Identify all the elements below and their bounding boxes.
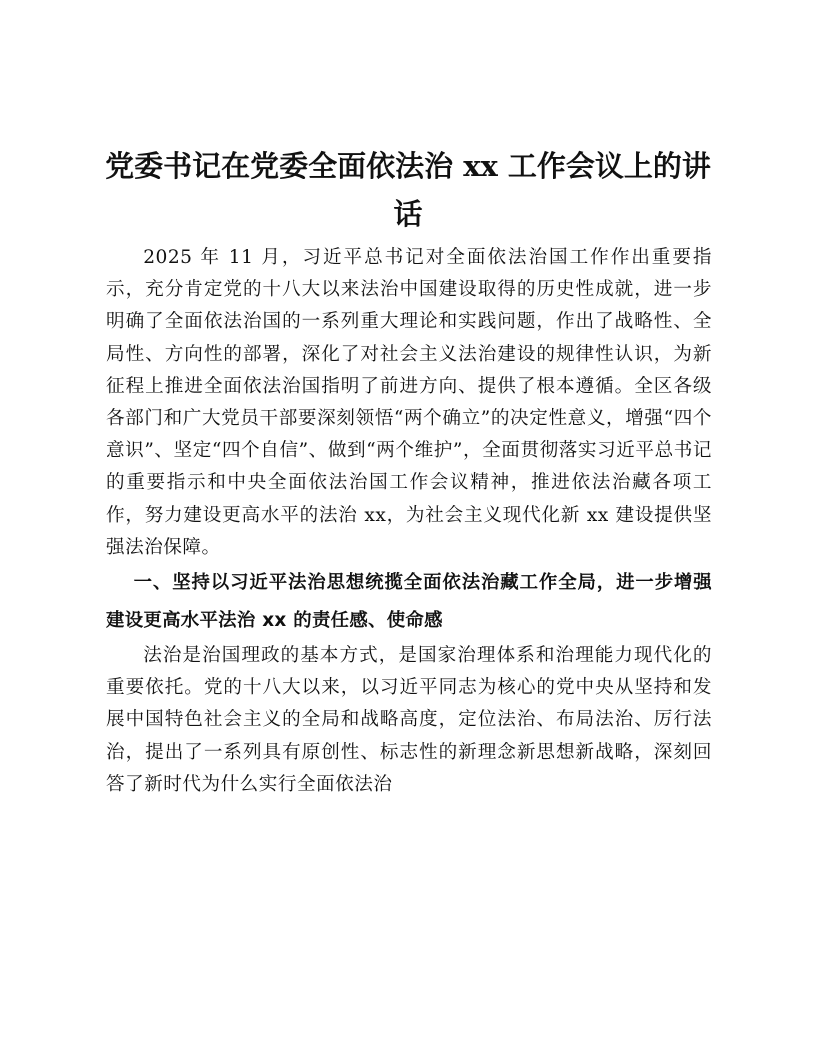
paragraph-intro: 2025 年 11 月，习近平总书记对全面依法治国工作作出重要指示，充分肯定党的十八大以来法治中国建设取得的历史性成就，进一步明确了全面依法治国的一系列重大理论和实践问题，作出了战略性、全局性、方向性的部署，深化了对社会主义法治建设的规律性认识，为新征程上推进全面依法治国指明了前进方向、提供了根本遵循。全区各级各部门和广大党员干部要深刻领悟“两个确立”的决定性意义，增强“四个意识”、坚定“四个自信”、做到“两个维护”，全面贯彻落实习近平总书记的重要指示和中央全面依法治国工作会议精神，推进依法治藏各项工作，努力建设更高水平的法治 xx，为社会主义现代化新 xx 建设提供坚强法治保障。 — [106, 247, 712, 558]
document-body — [106, 242, 712, 801]
document-title: 党委书记在党委全面依法治 xx 工作会议上的讲话 — [105, 149, 711, 231]
paragraph-section-1: 法治是治国理政的基本方式，是国家治理体系和治理能力现代化的重要依托。党的十八大以来，以习近平同志为核心的党中央从坚持和发展中国特色社会主义的全局和战略高度，定位法治、布局法治、厉行法治，提出了一系列具有原创性、标志性的新理念新思想新战略，深刻回答了新时代为什么实行全面依法治 — [106, 645, 712, 795]
section-heading-1: 一、坚持以习近平法治思想统揽全面依法治藏工作全局，进一步增强建设更高水平法治 xx 的责任感、使命感 — [106, 572, 712, 632]
